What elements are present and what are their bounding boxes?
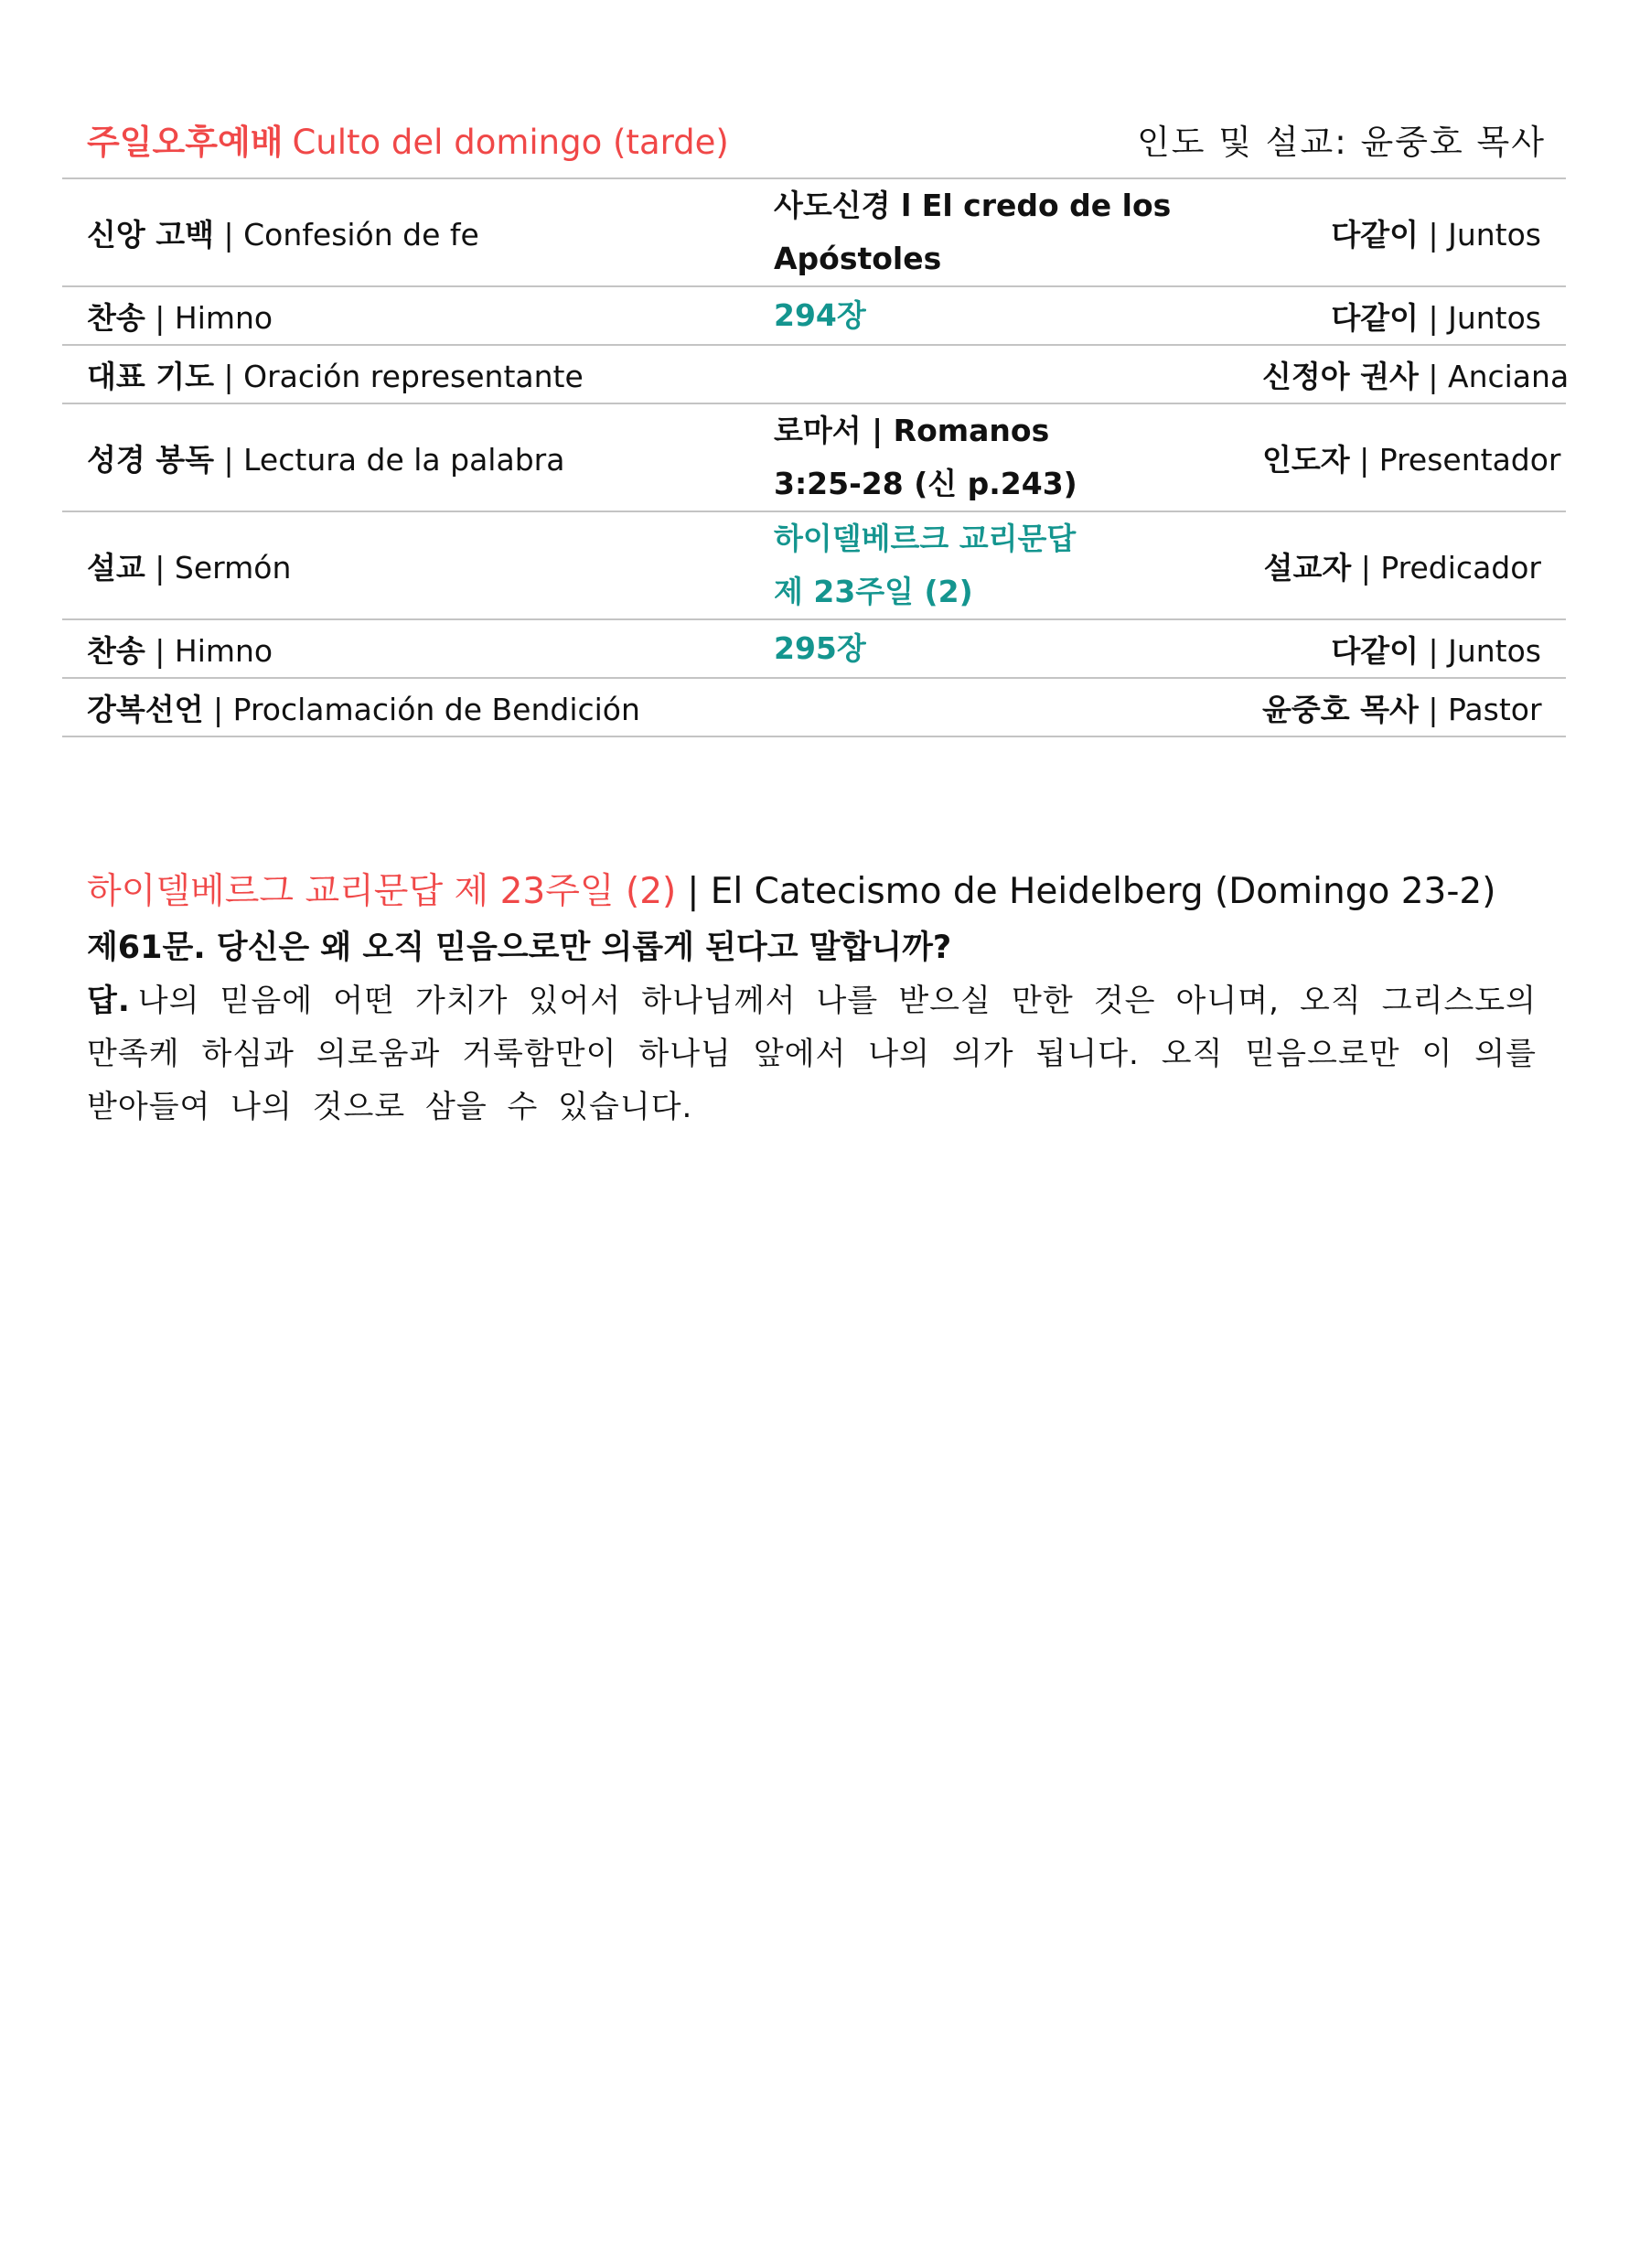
order-role-korean: 설교자 bbox=[1263, 549, 1352, 586]
order-role bbox=[1238, 286, 1566, 345]
order-role bbox=[1238, 678, 1566, 736]
order-row bbox=[62, 178, 1566, 286]
order-part bbox=[62, 678, 749, 736]
order-role bbox=[1238, 178, 1566, 286]
catechism-title bbox=[87, 865, 1537, 919]
order-role-spanish: | Juntos bbox=[1428, 632, 1541, 669]
order-part bbox=[62, 619, 749, 678]
order-row bbox=[62, 286, 1566, 345]
order-role-korean: 신정아 권사 bbox=[1262, 358, 1419, 394]
order-part-spanish: | Himno bbox=[155, 632, 273, 669]
service-title bbox=[87, 117, 729, 168]
service-title-korean: 주일오후예배 bbox=[87, 123, 284, 162]
order-detail-line: 제 23주일 (2) bbox=[774, 574, 973, 609]
service-header bbox=[87, 117, 1546, 168]
order-part-korean: 대표 기도 bbox=[87, 358, 215, 394]
order-detail bbox=[749, 619, 1238, 678]
order-part bbox=[62, 178, 749, 286]
order-part-korean: 설교 bbox=[87, 549, 145, 586]
order-row bbox=[62, 403, 1566, 511]
order-part-spanish: | Proclamación de Bendición bbox=[213, 691, 640, 727]
order-row bbox=[62, 511, 1566, 619]
order-part-korean: 성경 봉독 bbox=[87, 441, 215, 478]
order-row bbox=[62, 678, 1566, 736]
order-part-spanish: | Lectura de la palabra bbox=[223, 441, 565, 478]
catechism-title-spanish: | El Catecismo de Heidelberg (Domingo 23-2) bbox=[687, 871, 1496, 912]
order-role bbox=[1238, 403, 1566, 511]
order-part bbox=[62, 345, 749, 403]
order-role-korean: 다같이 bbox=[1331, 216, 1419, 253]
order-role bbox=[1238, 345, 1570, 403]
order-role-korean: 인도자 bbox=[1262, 441, 1350, 478]
catechism-answer bbox=[87, 974, 1537, 1134]
order-role bbox=[1238, 619, 1566, 678]
order-detail-line: 295장 bbox=[774, 630, 866, 666]
order-detail bbox=[749, 403, 1238, 511]
order-role-spanish: | Anciana bbox=[1428, 358, 1570, 394]
order-role-korean: 윤중호 목사 bbox=[1262, 691, 1419, 727]
order-role-spanish: | Juntos bbox=[1428, 216, 1541, 253]
order-role-spanish: | Presentador bbox=[1359, 441, 1561, 478]
order-part bbox=[62, 511, 749, 619]
order-detail bbox=[749, 178, 1238, 286]
order-part-spanish: | Himno bbox=[155, 299, 273, 336]
order-role bbox=[1238, 511, 1566, 619]
order-role-korean: 다같이 bbox=[1331, 632, 1419, 669]
service-title-spanish: Culto del domingo (tarde) bbox=[292, 123, 729, 162]
order-detail bbox=[749, 286, 1238, 345]
order-detail-line: 하이델베르크 교리문답 bbox=[774, 521, 1077, 556]
order-part-spanish: | Sermón bbox=[155, 549, 292, 586]
order-part-korean: 찬송 bbox=[87, 299, 145, 336]
order-detail bbox=[749, 345, 1238, 403]
catechism-title-korean: 하이델베르그 교리문답 제 23주일 (2) bbox=[87, 871, 677, 912]
catechism-question: 제61문. 당신은 왜 오직 믿음으로만 의롭게 된다고 말합니까? bbox=[87, 930, 952, 966]
order-detail-line: 3:25-28 (신 p.243) bbox=[774, 466, 1077, 501]
catechism-answer-text: 나의 믿음에 어떤 가치가 있어서 하나님께서 나를 받으실 만한 것은 아니며, 오직 그리스도의 만족케 하심과 의로움과 거룩함만이 하나님 앞에서 나의 의가 됩니다. 오직 믿음으로만 이 의를 받아들여 나의 것으로 삼을 수 있습니다. bbox=[87, 983, 1537, 1125]
order-part bbox=[62, 403, 749, 511]
order-detail-line: 294장 bbox=[774, 297, 866, 333]
order-detail bbox=[749, 511, 1238, 619]
order-detail bbox=[749, 678, 1238, 736]
order-of-service-table bbox=[62, 177, 1570, 737]
order-part-spanish: | Confesión de fe bbox=[223, 216, 479, 253]
order-role-spanish: | Predicador bbox=[1360, 549, 1541, 586]
order-detail-line: 로마서 | Romanos bbox=[774, 413, 1050, 448]
order-row bbox=[62, 619, 1566, 678]
order-role-spanish: | Juntos bbox=[1428, 299, 1541, 336]
catechism-answer-label: 답. bbox=[87, 983, 131, 1019]
order-detail-line: 사도신경 l El credo de los bbox=[774, 188, 1172, 223]
order-part-korean: 강복선언 bbox=[87, 691, 204, 727]
order-role-korean: 다같이 bbox=[1331, 299, 1419, 336]
order-detail-line: Apóstoles bbox=[774, 241, 942, 276]
service-leader: 인도 및 설교: 윤중호 목사 bbox=[1137, 123, 1546, 162]
order-part bbox=[62, 286, 749, 345]
order-part-spanish: | Oración representante bbox=[223, 358, 584, 394]
catechism-section bbox=[87, 865, 1537, 1134]
order-part-korean: 찬송 bbox=[87, 632, 145, 669]
order-row bbox=[62, 345, 1566, 403]
order-part-korean: 신앙 고백 bbox=[87, 216, 215, 253]
order-role-spanish: | Pastor bbox=[1428, 691, 1542, 727]
